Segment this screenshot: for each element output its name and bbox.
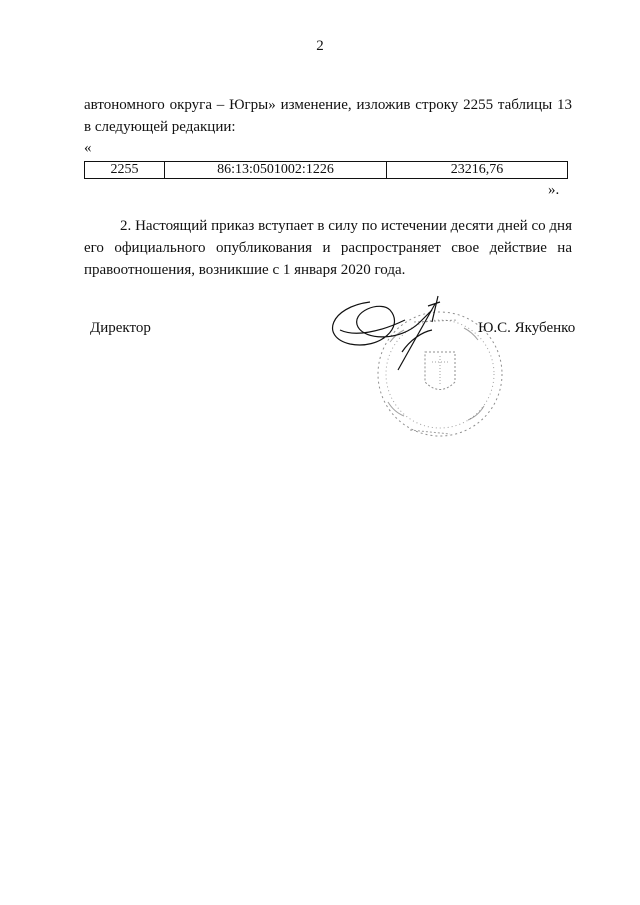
- amendment-table-row: [84, 161, 568, 179]
- table-cell-cadastral-number: 86:13:0501002:1226: [165, 162, 387, 178]
- paragraph-effective-date: 2. Настоящий приказ вступает в силу по истечении десяти дней со дня его официального опубликования и распространяет свое действие на правоотношения, возникшие с 1 января 2020 года.: [84, 218, 572, 278]
- table-cell-row-number: 2255: [85, 162, 165, 178]
- signer-name: Ю.С. Якубенко: [478, 320, 576, 336]
- page-number: 2: [316, 38, 324, 54]
- table-cell-value: 23216,76: [450, 162, 504, 177]
- opening-quote: «: [84, 140, 92, 156]
- official-seal-stamp: [310, 282, 510, 452]
- closing-quote: ».: [548, 182, 560, 198]
- paragraph-amendment-intro: автономного округа – Югры» изменение, изложив строку 2255 таблицы 13 в следующей редакции:: [84, 97, 572, 135]
- signer-title: Директор: [90, 320, 151, 336]
